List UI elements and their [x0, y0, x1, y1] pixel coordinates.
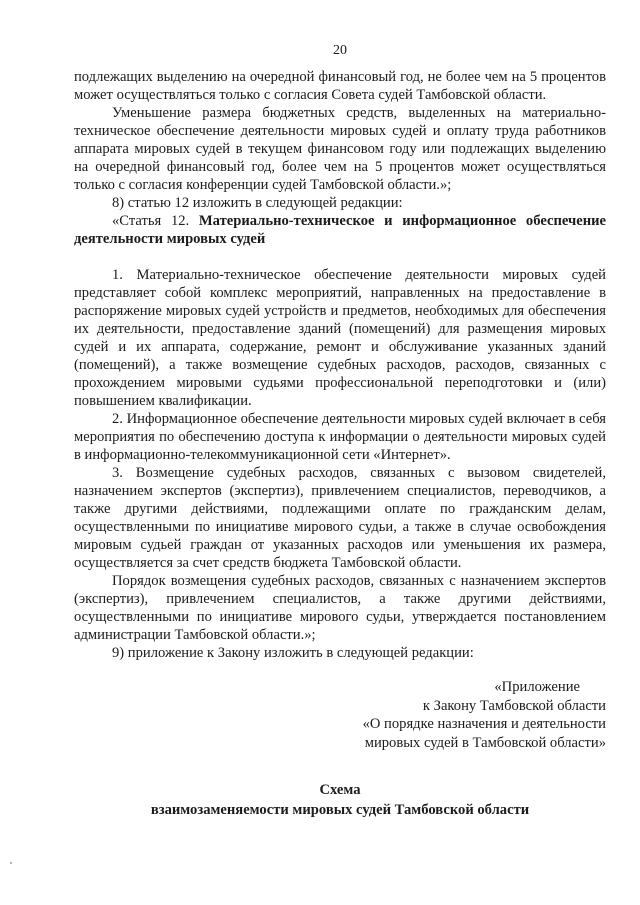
- page-number: 20: [333, 43, 347, 58]
- clause-1: 1. Материально-техническое обеспечение деятельности мировых судей представляет собой комплекс мероприятий, направленных на предоставление в распоряжение мировых судей устройств и предметов, необходимых для обеспечения их деятельности, предоставление зданий (помещений) для размещения мировых судей и их аппарата, содержание, ремонт и обслуживание указанных зданий (помещений), а также возмещение судебных расходов, расходов, связанных с прохождением мировыми судьями профессиональной переподготовки и (или) повышением квалификации.: [74, 267, 606, 409]
- paragraph-reduction: Уменьшение размера бюджетных средств, выделенных на материально-техническое обеспечение деятельности мировых судей и оплату труда работников аппарата мировых судей в текущем финансовом году или подлежащих выделению на очередной финансовый год, более чем на 5 процентов может осуществляться только с согласия конференции судей Тамбовской области.»;: [74, 105, 606, 193]
- appendix-line-3: «О порядке назначения и деятельности: [362, 716, 606, 732]
- lead-paragraph: подлежащих выделению на очередной финансовый год, не более чем на 5 процентов может осуществляться только с согласия Совета судей Тамбовской области.: [74, 69, 606, 103]
- appendix-line-4: мировых судей в Тамбовской области»: [364, 734, 606, 751]
- schema-subtitle: взаимозаменяемости мировых судей Тамбовской области: [150, 802, 530, 818]
- clause-3: 3. Возмещение судебных расходов, связанных с вызовом свидетелей, назначением экспертов (экспертиз), привлечением специалистов, переводчиков, а также другими действиями, подлежащими оплате по гражданским делам, осуществленными по инициативе мирового судьи, а также в случае освобождения мировым судьей граждан от указанных расходов или уменьшения их размера, осуществляется за счет средств бюджета Тамбовской области.: [74, 465, 606, 571]
- schema-heading: [74, 780, 606, 820]
- item-9: 9) приложение к Закону изложить в следующей редакции:: [112, 645, 474, 661]
- scan-speck: [10, 862, 12, 864]
- article-prefix: «Статья 12.: [112, 213, 190, 229]
- schema-title: Схема: [319, 782, 361, 798]
- clause-2: 2. Информационное обеспечение деятельности мировых судей включает в себя мероприятия по обеспечению доступа к информации о деятельности мировых судей в информационно-телекоммуникационной сети «Интернет».: [74, 411, 606, 463]
- appendix-line-1: «Приложение: [494, 679, 580, 695]
- article-heading: [74, 212, 606, 248]
- article-title: Материально-техническое и информационное обеспечение деятельности мировых судей: [74, 213, 606, 247]
- appendix-line-2: к Закону Тамбовской области: [422, 697, 606, 714]
- clause-order: Порядок возмещения судебных расходов, связанных с назначением экспертов (экспертиз), привлечением специалистов, а также другими действиями, осуществленными по инициативе мирового судьи, утверждается постановлением администрации Тамбовской области.»;: [74, 573, 606, 643]
- appendix-reference: [74, 678, 606, 752]
- item-8: 8) статью 12 изложить в следующей редакции:: [112, 195, 403, 211]
